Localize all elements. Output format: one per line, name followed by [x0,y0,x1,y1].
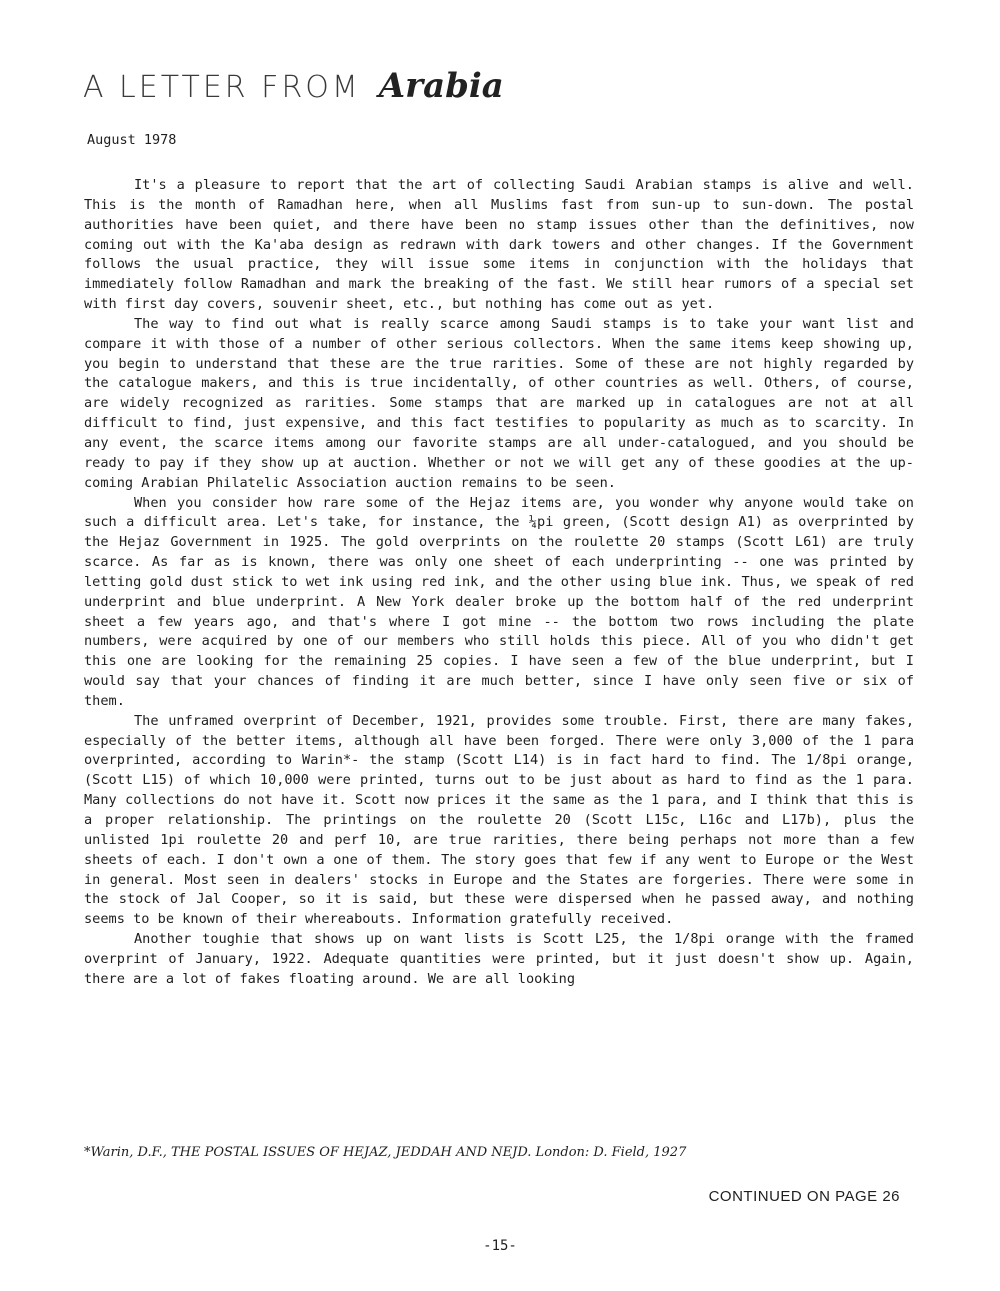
paragraph: The way to find out what is really scarce among Saudi stamps is to take your want list and compare it with those of a number of other serious collectors. When the same items keep showing up, you begin to understand that these are the true rarities. Some of these are not highly regarded by the catalogue makers, and this is true incidentally, of other countries as well. Others, of course, are widely recognized as rarities. Some stamps that are marked up in catalogues are not at all difficult to find, just expensive, and this fact testifies to popularity as much as to scarcity. In any event, the scarce items among our favorite stamps are all under-catalogued, and you should be ready to pay if they show up at auction. Whether or not we will get any of these goodies at the up-coming Arabian Philatelic Association auction remains to be seen. [84,315,914,491]
paragraph: It's a pleasure to report that the art of collecting Saudi Arabian stamps is alive and well. This is the month of Ramadhan here, when all Muslims fast from sun-up to sun-down. The postal authorities have been quiet, and there have been no stamp issues other than the definitives, now coming out with the Ka'aba design as redrawn with dark towers and other changes. If the Government follows the usual practice, they will issue some items in conjunction with the holidays that immediately follow Ramadhan and mark the breaking of the fast. We still hear rumors of a special set with first day covers, souvenir sheet, etc., but nothing has come out as yet. [84,177,914,313]
letter-date: August 1978 [87,132,177,148]
article-heading [83,66,903,116]
continued-note: CONTINUED ON PAGE 26 [708,1188,900,1205]
article-body [84,176,914,990]
heading-title: A LETTER FROM [83,70,361,105]
paragraph: The unframed overprint of December, 1921, provides some trouble. First, there are many fakes, especially of the better items, although all have been forged. There were only 3,000 of the 1 para overprinted, according to Warin*- the stamp (Scott L14) is in fact hard to find. The 1/8pi orange, (Scott L15) of which 10,000 were printed, turns out to be just about as hard to find as the 1 para. Many collections do not have it. Scott now prices it the same as the 1 para, and I think that this is a proper relationship. The printings on the roulette 20 (Scott L15c, L16c and L17b), plus the unlisted 1pi roulette 20 and perf 10, are true rarities, there being perhaps not more than a few sheets of each. I don't own a one of them. The story goes that few if any went to Europe or the West in general. Most seen in dealers' stocks in Europe and the States are forgeries. There were some in the stock of Jal Cooper, so it is said, but these were dispersed when he passed away, and nothing seems to be known of their whereabouts. Information gratefully received. [84,712,914,928]
paragraph: Another toughie that shows up on want lists is Scott L25, the 1/8pi orange with the framed overprint of January, 1922. Adequate quantities were printed, but it just doesn't show up. Again, there are a lot of fakes floating around. We are all looking [84,931,914,987]
footnote: *Warin, D.F., THE POSTAL ISSUES OF HEJAZ, JEDDAH AND NEJD. London: D. Field, 1927 [84,1145,687,1160]
heading-script-word: Arabia [378,66,504,106]
paragraph: When you consider how rare some of the Hejaz items are, you wonder why anyone would take on such a difficult area. Let's take, for instance, the ¼pi green, (Scott design A1) as overprinted by the Hejaz Government in 1925. The gold overprints on the roulette 20 stamps (Scott L61) are truly scarce. As far as is known, there was only one sheet of each underprinting -- one was printed by letting gold dust stick to wet ink using red ink, and the other using blue ink. Thus, we speak of red underprint and blue underprint. A New York dealer broke up the bottom half of the red underprint sheet a few years ago, and that's where I got mine -- the bottom two rows including the plate numbers, were acquired by one of our members who still holds this piece. All of you who didn't get this one are looking for the remaining 25 copies. I have seen a few of the blue underprint, but I would say that your chances of finding it are much better, since I have only seen five or six of them. [84,494,914,709]
page-number: -15- [483,1238,517,1254]
